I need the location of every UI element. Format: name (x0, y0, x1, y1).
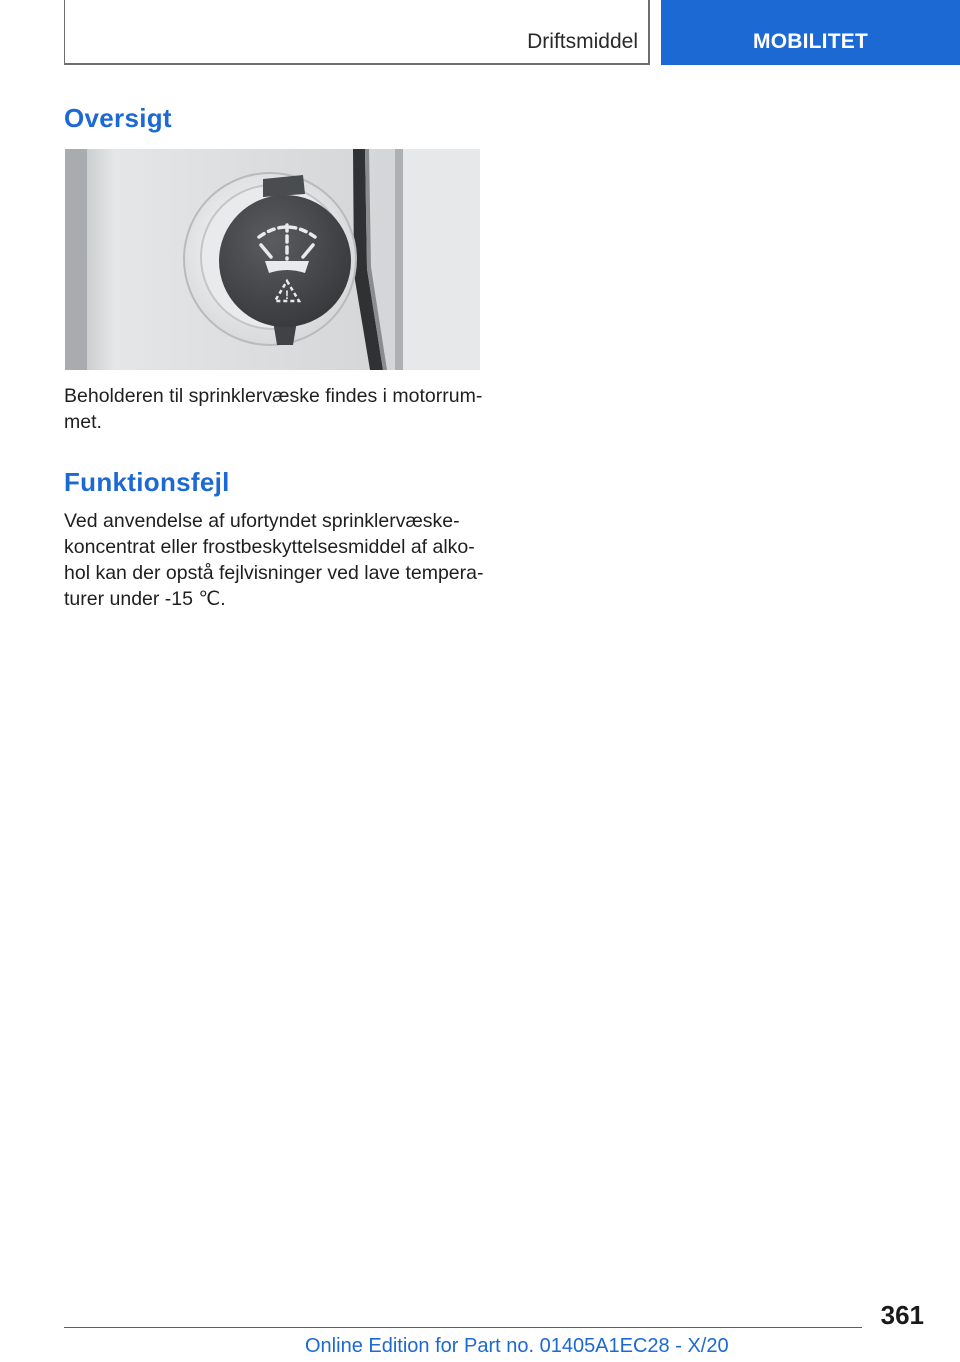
footer-edition-text: Online Edition for Part no. 01405A1EC28 - X/20 (305, 1335, 729, 1357)
header-rule-bottom (64, 63, 650, 65)
washer-fluid-reservoir-figure (65, 149, 480, 370)
footer-rule (64, 1327, 862, 1328)
fault-paragraph: Ved anvendelse af ufortyndet sprinklervæske-koncentrat eller frostbeskyttelsesmiddel af alko-hol kan der opstå fejlvisninger ved lave tempera-turer under -15 ℃. (64, 510, 484, 610)
svg-text:!: ! (285, 288, 289, 302)
header-rule-left (64, 0, 65, 64)
overview-heading: Oversigt (64, 103, 172, 133)
header-rule-right (648, 0, 650, 65)
chapter-tab: MOBILITET (661, 0, 960, 65)
section-title: Driftsmiddel (527, 30, 638, 53)
fault-heading: Funktionsfejl (64, 467, 230, 497)
page-number: 361 (880, 1300, 924, 1330)
overview-caption: Beholderen til sprinklervæske findes i motorrum-met. (64, 385, 483, 433)
